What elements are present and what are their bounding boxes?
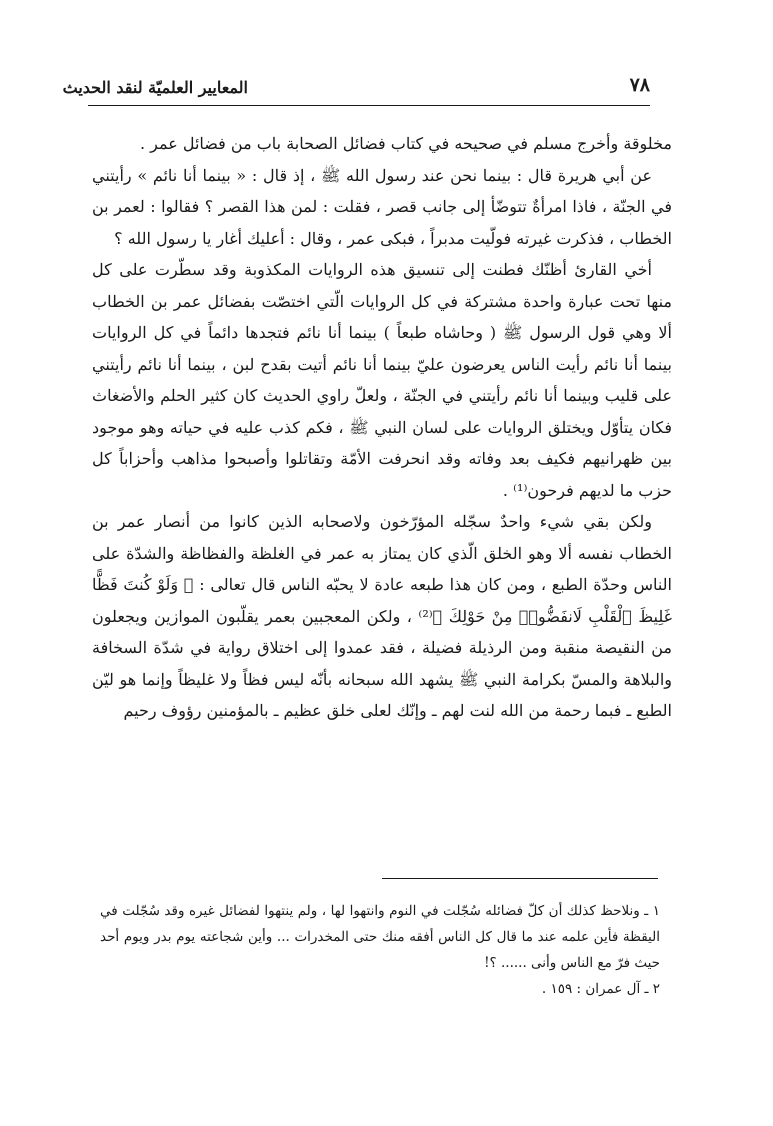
page-header [62,72,650,106]
footnote: ٢ ـ آل عمران : ١٥٩ . [541,981,660,997]
paragraph: أخي القارئ أظنّك فطنت إلى تنسيق هذه الروايات المكذوبة وقد سطّرت على كل منها تحت عبارة واحدة مشتركة في كل الروايات الّتي اختصّت بفضائل عمر بن الخطاب ألا وهي قول الرسول ﷺ ( وحاشاه طبعاً ) بينما أنا نائم فتجدها دائماً في كل الروايات بينما أنا نائم رأيت الناس يعرضون عليّ بينما أنا نائم أتيت بقدح لبن ، بينما أنا نائم رأيتني على قليب وبينما أنا نائم رأيتني في الجنّة ، ولعلّ راوي الحديث كان كثير الحلم والأضغاث فكان يتأوّل ويختلق الروايات على لسان النبي ﷺ ، فكم كذب عليه في حياته وهو موجود بين ظهرانيهم فكيف بعد وفاته وقد انحرفت الأمّة وتقاتلوا وأصبحوا مذاهب وأحزاباً كل حزب ما لديهم فرحون⁽¹⁾ . [92,260,672,500]
page-number: ٧٨ [629,74,650,96]
footnote-separator [382,878,658,879]
paragraph: ولكن بقي شيء واحدٌ سجّله المؤرّخون ولاصحابه الذين كانوا من أنصار عمر بن الخطاب نفسه ألا وهو الخلق الّذي كان يمتاز به عمر في الغلظة والفظاظة والشدّة على الناس وحدّة الطبع ، ومن كان هذا طبعه عادة لا يحبّه الناس قال تعالى : ﴿ وَلَوْ كُنتَ فَظًّا غَلِيظَ ٱلْقَلْبِ لَانفَضُّوا۟ مِنْ حَوْلِكَ ﴾⁽²⁾ ، ولكن المعجبين بعمر يقلّبون الموازين ويجعلون من النقيصة منقبة ومن الرذيلة فضيلة ، فقد عمدوا إلى اختلاق رواية في شدّة السخافة والبلاهة والمسّ بكرامة النبي ﷺ يشهد الله سبحانه بأنّه ليس فظاً ولا غليظاً وإنما هو ليّن الطبع ـ فبما رحمة من الله لنت لهم ـ وإنّك لعلى خلق عظيم ـ بالمؤمنين رؤوف رحيم [92,512,672,720]
running-title: المعايير العلميّة لنقد الحديث [62,78,248,97]
paragraph: مخلوقة وأخرج مسلم في صحيحه في كتاب فضائل الصحابة باب من فضائل عمر . [139,134,672,153]
header-rule [88,105,650,106]
footnote: ١ ـ ونلاحظ كذلك أن كلّ فضائله سُجّلت في النوم وانتهوا لها ، ولم ينتهوا لفضائل غيره وقد سُجّلت في اليقظة فأين علمه عند ما قال كل الناس أفقه منك حتى المخدرات ... وأين شجاعته يوم بدر ويوم أحد حيث فرّ مع الناس وأنى ...... ؟! [100,903,660,971]
footnotes [100,898,660,1002]
main-text [92,128,672,727]
paragraph: عن أبي هريرة قال : بينما نحن عند رسول الله ﷺ ، إذ قال : « بينما أنا نائم » رأيتني في الجنّة ، فاذا امرأةٌ تتوضّأ إلى جانب قصر ، فقلت : لمن هذا القصر ؟ فقالوا : لعمر بن الخطاب ، فذكرت غيرته فولّيت مدبراً ، فبكى عمر ، وقال : أعليك أغار يا رسول الله ؟ [92,165,672,248]
